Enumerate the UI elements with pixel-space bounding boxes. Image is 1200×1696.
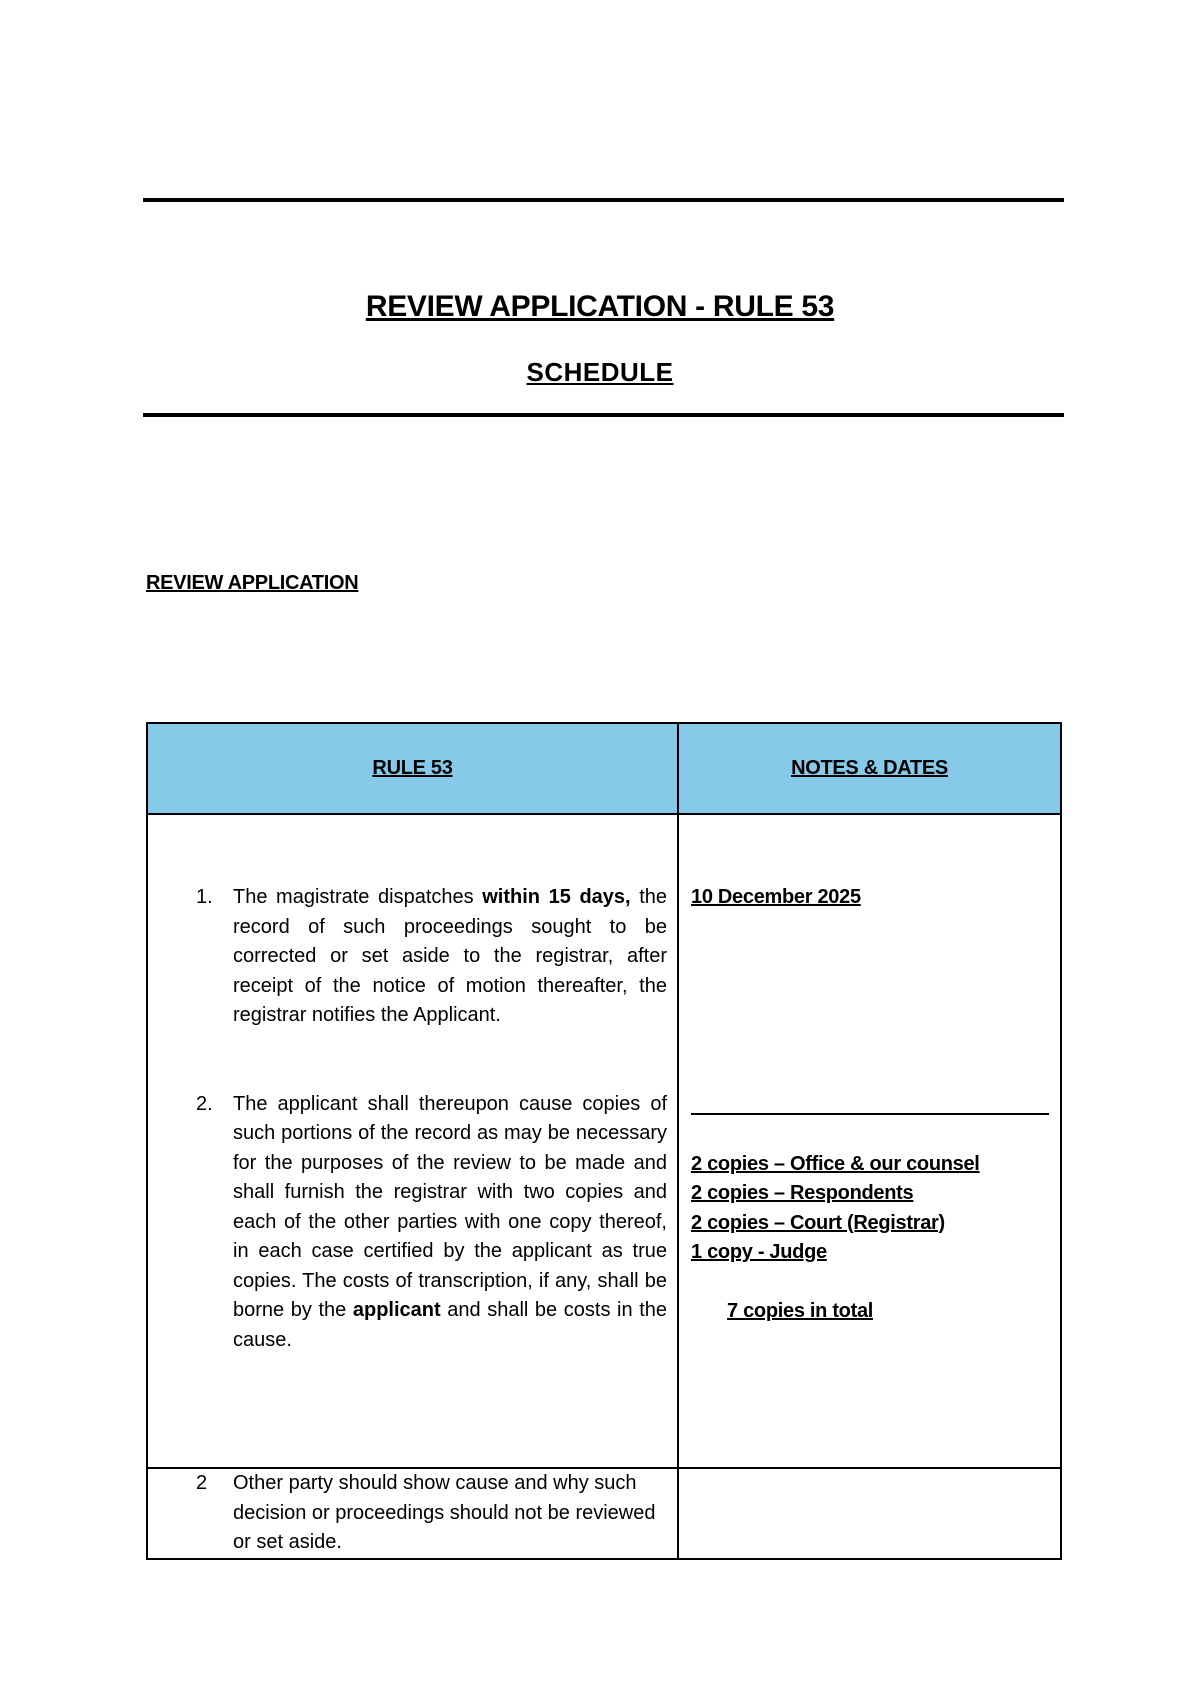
table-row — [147, 814, 1061, 1468]
column-header-notes: NOTES & DATES — [678, 723, 1061, 814]
list-number: 2 — [196, 1472, 208, 1494]
copies-total: 7 copies in total — [727, 1299, 874, 1322]
section-heading: REVIEW APPLICATION — [146, 572, 359, 594]
notes-cell — [678, 814, 1061, 1468]
column-header-rule: RULE 53 — [147, 723, 678, 814]
copies-item: 2 copies – Office & our counsel — [691, 1152, 980, 1175]
item-text: the record of such proceedings sought to be corrected or set aside to the registrar, after receipt of the notice of motion thereafter, the registrar notifies the Applicant. — [233, 886, 668, 1026]
table-header-row — [147, 723, 1061, 814]
notes-divider — [691, 1113, 1049, 1115]
item-text: Other party should show cause and why such decision or proceedings should not be reviewed or set aside. — [233, 1472, 656, 1553]
item-text: and shall be costs in the cause. — [233, 1299, 668, 1351]
schedule-table — [146, 722, 1062, 1560]
document-title: REVIEW APPLICATION - RULE 53 — [365, 290, 835, 323]
copies-item: 2 copies – Court (Registrar) — [691, 1211, 945, 1234]
list-item-3 — [148, 1469, 677, 1558]
copies-item: 2 copies – Respondents — [691, 1182, 914, 1204]
list-number: 2. — [196, 1092, 213, 1115]
item-text: The applicant shall thereupon cause copies of such portions of the record as may be necessary for the purposes of the review to be made and shall furnish the registrar with two copies and each of the other parties with one copy thereof, in each case certified by the applicant as true copies. The costs of transcription, if any, shall be borne by the — [233, 1092, 667, 1321]
notes-cell-empty — [678, 1468, 1061, 1559]
copies-item: 1 copy - Judge — [691, 1241, 827, 1263]
list-number: 1. — [196, 886, 213, 908]
item-text: The magistrate dispatches — [233, 886, 483, 908]
item-emphasis: applicant — [352, 1299, 441, 1321]
rule-cell — [147, 814, 678, 1468]
list-item-2 — [148, 1090, 677, 1356]
list-item-1 — [148, 883, 677, 1031]
top-rule — [143, 198, 1064, 202]
notes-date: 10 December 2025 — [691, 886, 861, 908]
copies-list — [679, 1150, 1060, 1268]
table-row — [147, 1468, 1061, 1559]
bottom-rule — [143, 413, 1064, 417]
rule-cell — [147, 1468, 678, 1559]
item-emphasis: within 15 days, — [482, 886, 631, 908]
document-subtitle: SCHEDULE — [526, 357, 674, 387]
